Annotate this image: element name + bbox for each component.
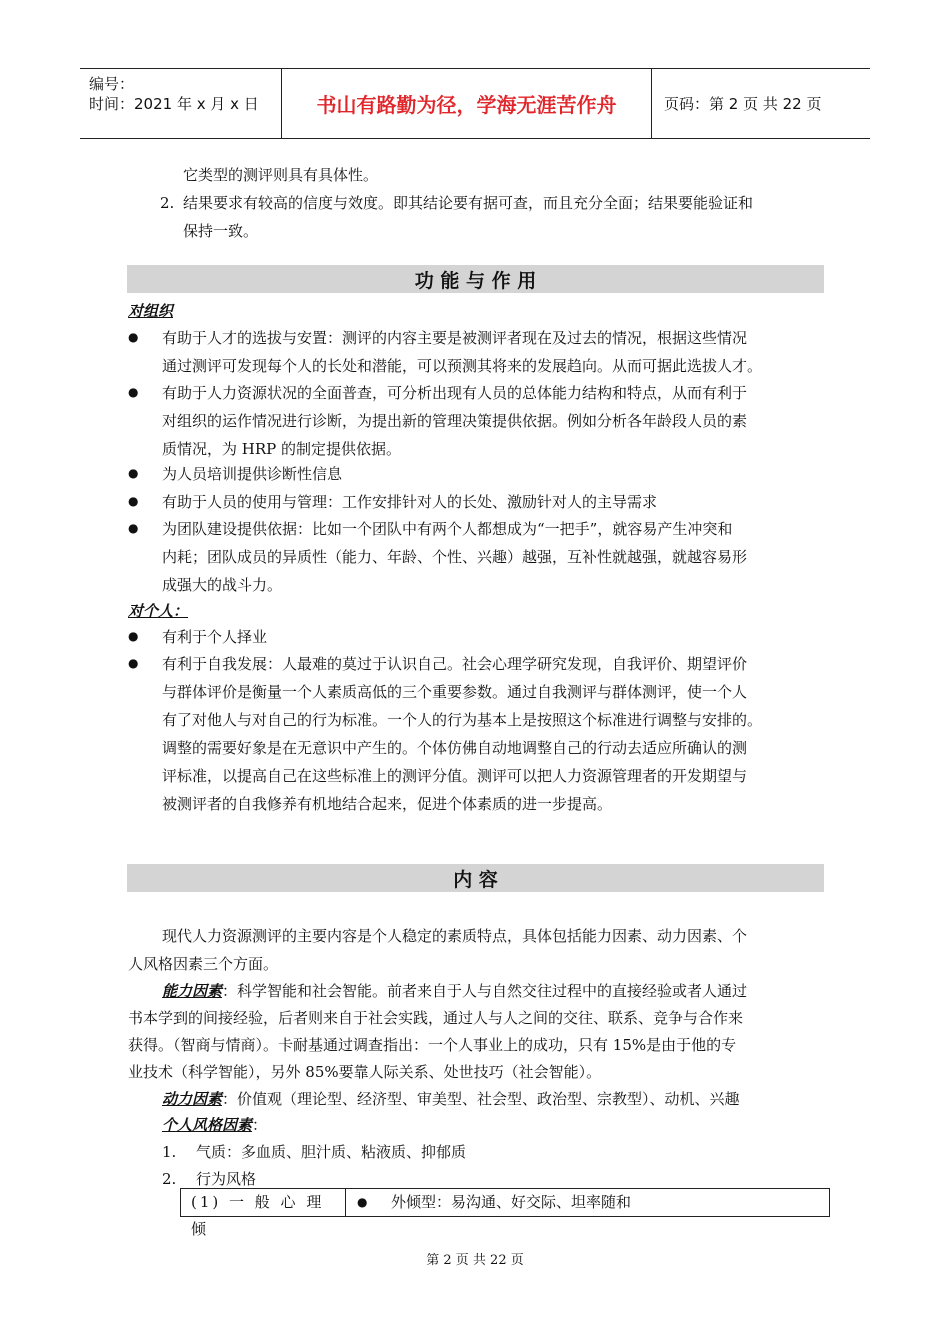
subheading-organization: 对组织	[128, 302, 174, 320]
bullet-icon: ●	[128, 629, 139, 643]
paragraph-line: 书本学到的间接经验，后者则来自于社会实践，通过人与人之间的交往、联系、竞争与合作来	[128, 1009, 744, 1027]
motto-text: 书山有路勤为径，学海无涯苦作舟	[316, 93, 617, 117]
section-heading: 内 容	[127, 864, 824, 892]
list-item: 有利于自我发展：人最难的莫过于认识自己。社会心理学研究发现，自我评价、期望评价 与群体评价是衡量一个人素质高低的三个重要参数。通过自我测评与群体测评，使一个人 有了对他人与对自己的行为标准。一个人的行为基本上是按照这个标准进行调整与安排的。 调整的需要好象是在无意识中产生的。个体仿佛自动地调整自己的行动去适应所确认的测 评标准，以提高自己在这些标准上的测评分值。测评可以把人力资源管理者的开发期望与 被测评者的自我修养有机地结合起来，促进个体素质的进一步提高。	[162, 655, 763, 813]
header-motto-cell	[282, 69, 652, 138]
style-item-number: 2.	[162, 1170, 177, 1188]
paragraph-line: 业技术（科学智能），另外 85%要靠人际关系、处世技巧（社会智能）。	[128, 1063, 602, 1081]
subheading-individual: 对个人：	[128, 602, 189, 620]
list-item: 有助于人力资源状况的全面普查，可分析出现有人员的总体能力结构和特点，从而有利于 对组织的运作情况进行诊断，为提出新的管理决策提供依据。例如分析各年龄段人员的素 质情况，为 HRP 的制定提供依据。	[162, 384, 748, 458]
header-page-cell	[652, 69, 870, 138]
page-footer: 第 2 页 共 22 页	[426, 1253, 524, 1268]
style-item-text: 气质：多血质、胆汁质、粘液质、抑郁质	[196, 1143, 467, 1161]
motive-paragraph: 动力因素：价值观（理论型、经济型、审美型、社会型、政治型、宗教型）、动机、兴趣	[162, 1090, 740, 1108]
header-left-cell	[80, 69, 282, 138]
list-item: 有助于人员的使用与管理：工作安排针对人的长处、激励针对人的主导需求	[162, 493, 658, 511]
intro-item-number: 2.	[160, 194, 175, 212]
bullet-icon: ●	[128, 494, 139, 508]
ability-paragraph: 能力因素：科学智能和社会智能。前者来自于人与自然交往过程中的直接经验或者人通过	[162, 982, 748, 1000]
style-heading: 个人风格因素：	[162, 1116, 268, 1134]
bullet-icon: ●	[128, 656, 139, 670]
page-code: 页码：第 2 页 共 22 页	[664, 95, 822, 113]
date-label: 时间：2021 年 x 月 x 日	[89, 95, 259, 113]
id-label: 编号：	[89, 75, 135, 93]
style-table: (1) 一 般 心 理 倾 ● 外倾型：易沟通、好交际、坦率随和	[180, 1188, 830, 1217]
bullet-icon: ●	[128, 466, 139, 480]
header-table	[80, 68, 870, 139]
style-item-text: 行为风格	[196, 1170, 257, 1188]
intro-item-line: 结果要求有较高的信度与效度。即其结论要有据可查，而且充分全面；结果要能验证和	[183, 194, 754, 212]
intro-item-line: 保持一致。	[183, 222, 259, 240]
paragraph-line: 现代人力资源测评的主要内容是个人稳定的素质特点，具体包括能力因素、动力因素、个	[162, 927, 748, 945]
paragraph-line: 获得。（智商与情商）。卡耐基通过调查指出：一个人事业上的成功，只有 15%是由于他的专	[128, 1036, 737, 1054]
list-item: 为人员培训提供诊断性信息	[162, 465, 343, 483]
bullet-icon: ●	[128, 330, 139, 344]
paragraph-line: 人风格因素三个方面。	[128, 955, 279, 973]
list-item: 为团队建设提供依据：比如一个团队中有两个人都想成为“一把手”，就容易产生冲突和 内耗；团队成员的异质性（能力、年龄、个性、兴趣）越强，互补性就越强，就越容易形 成强大的战斗力。	[162, 520, 748, 594]
list-item: 有助于人才的选拔与安置：测评的内容主要是被测评者现在及过去的情况，根据这些情况 通过测评可发现每个人的长处和潜能，可以预测其将来的发展趋向。从而可据此选拔人才。	[162, 329, 763, 375]
bullet-icon: ●	[357, 1195, 368, 1209]
table-cell-left: (1) 一 般 心 理 倾	[181, 1189, 346, 1216]
list-item: 有利于个人择业	[162, 628, 268, 646]
intro-line: 它类型的测评则具有具体性。	[183, 166, 379, 184]
section-heading: 功 能 与 作 用	[127, 265, 824, 293]
bullet-icon: ●	[128, 521, 139, 535]
bullet-icon: ●	[128, 385, 139, 399]
style-item-number: 1.	[162, 1143, 177, 1161]
